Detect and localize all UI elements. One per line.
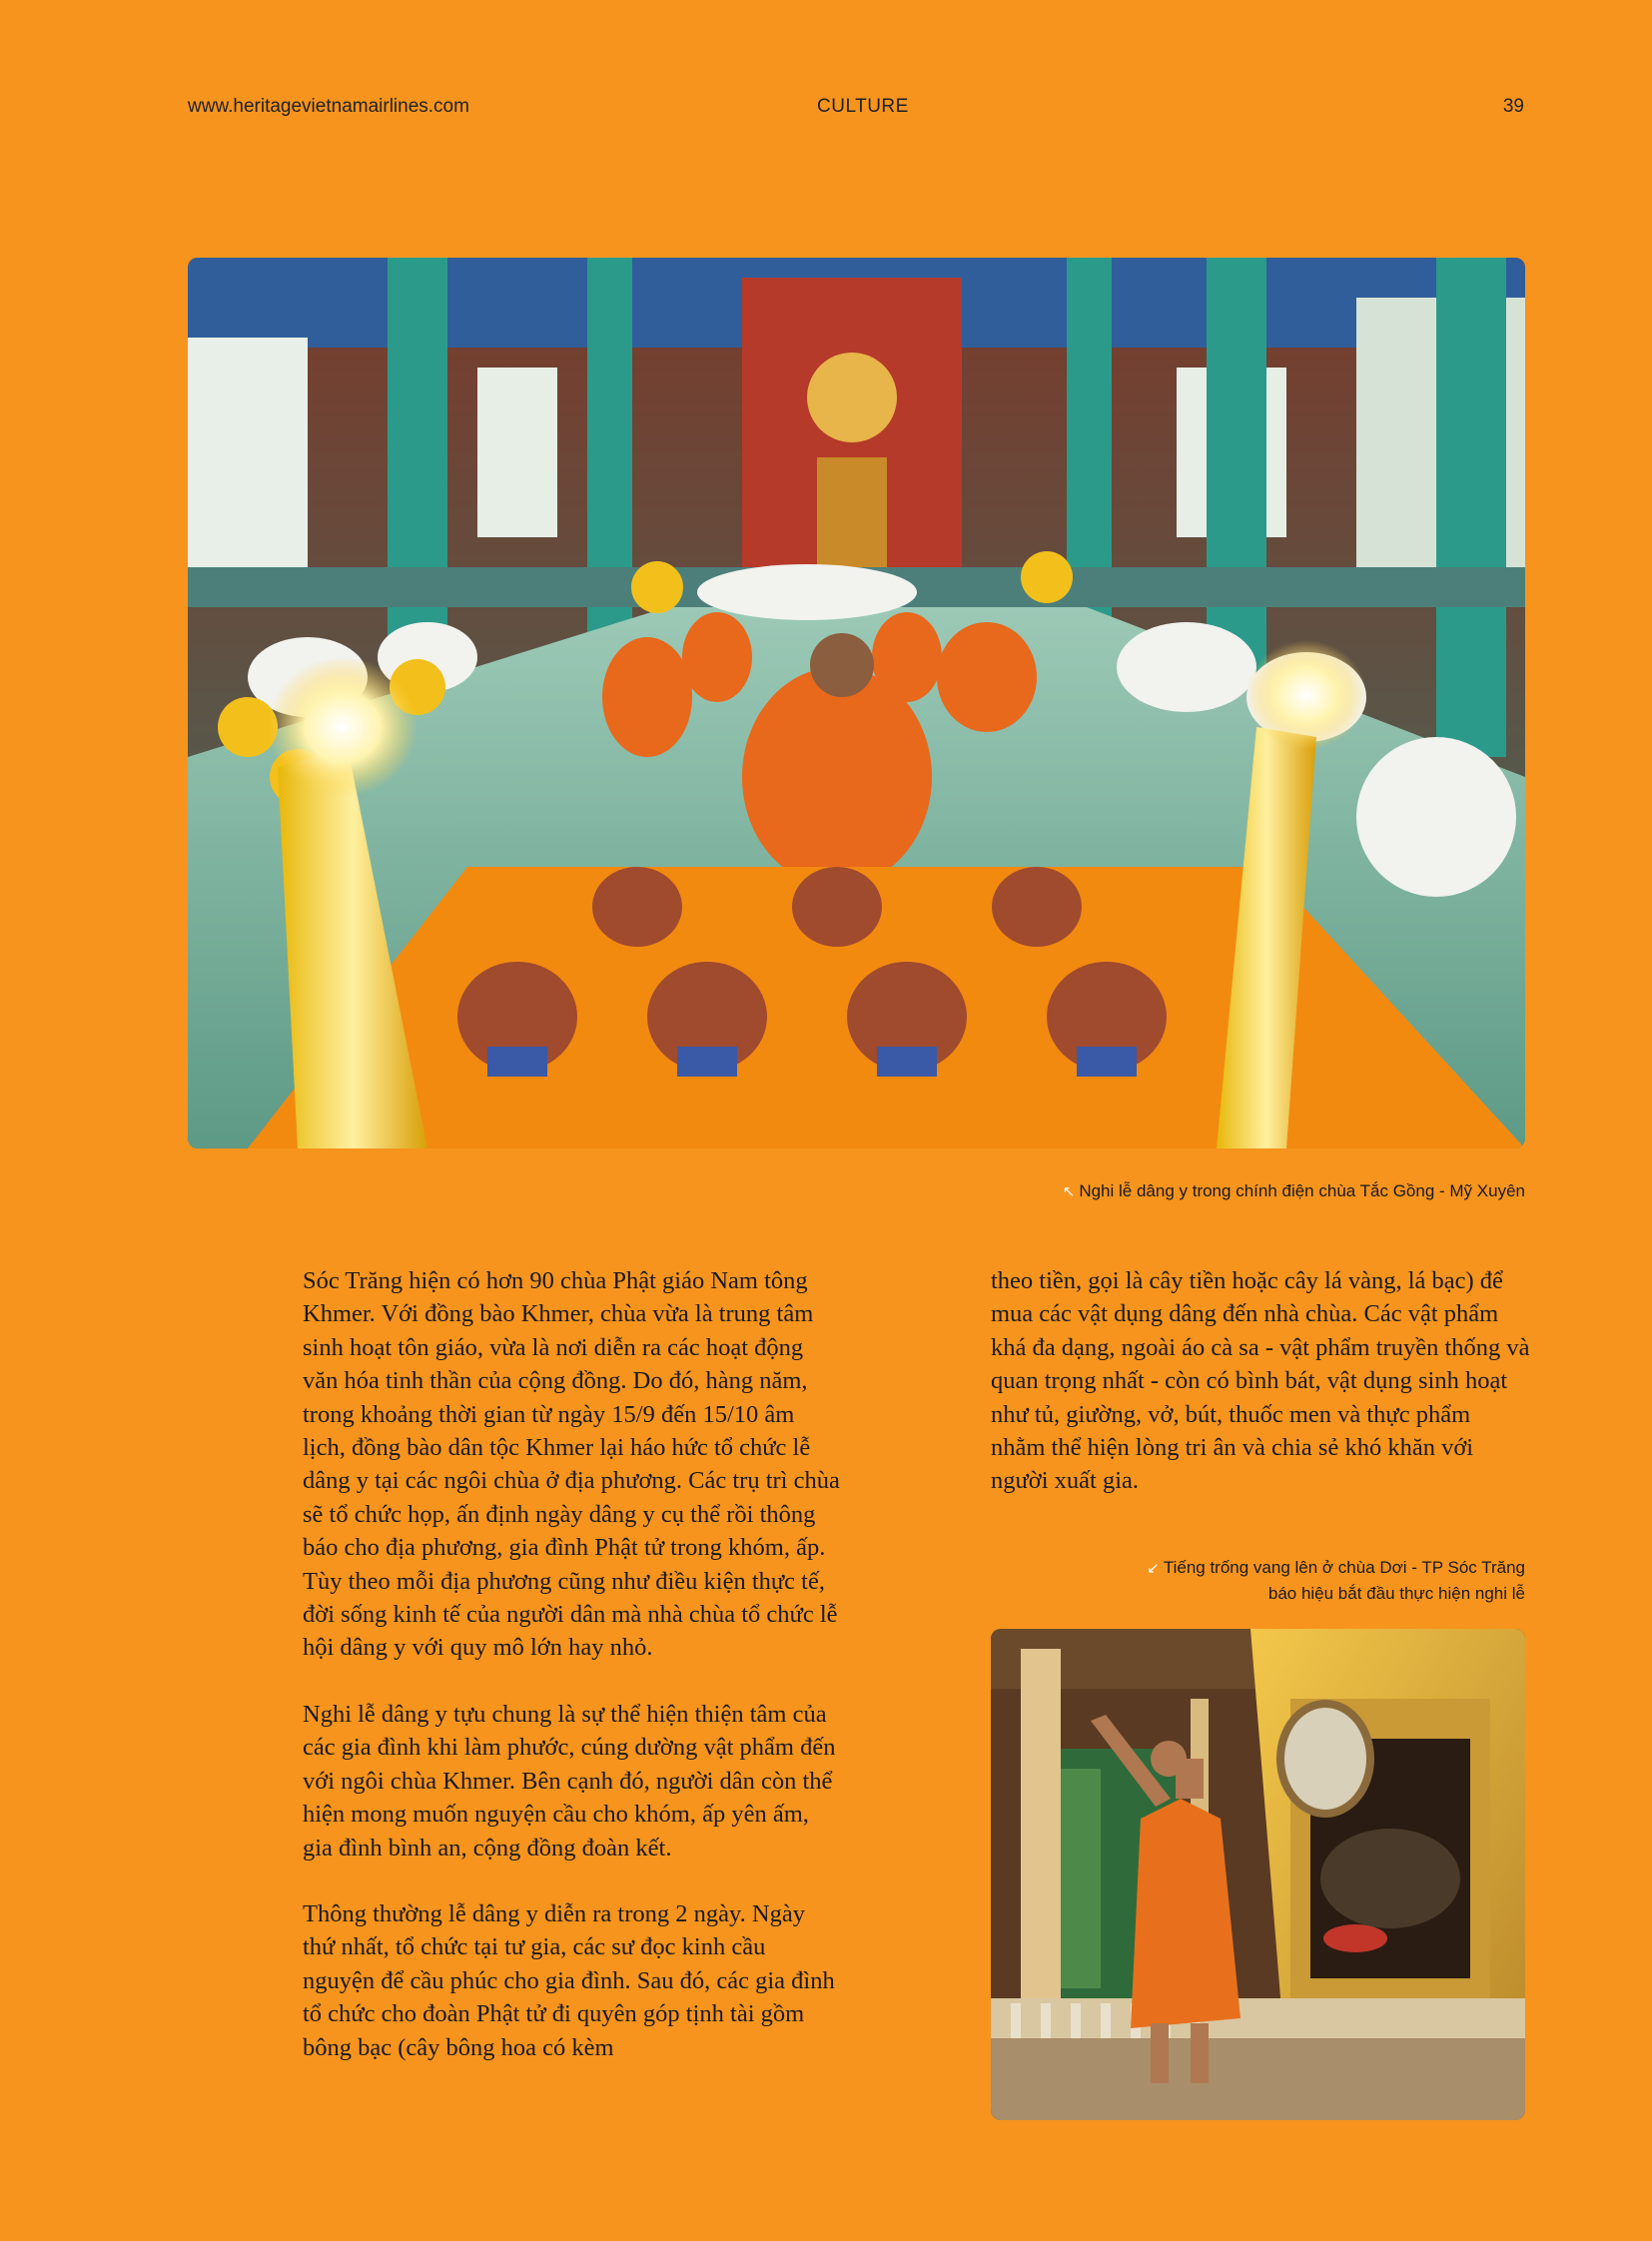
drum-caption-line1: Tiếng trống vang lên ở chùa Dơi - TP Sóc Trăng: [1163, 1558, 1525, 1577]
drum-photo-monk: [991, 1629, 1525, 2120]
drum-caption-line2: báo hiệu bắt đầu thực hiện nghi lễ: [1267, 1584, 1525, 1603]
main-photo-monks-ceremony: [188, 258, 1525, 1148]
caption-arrow-icon: ↖: [1062, 1183, 1076, 1200]
article-column-left: [303, 1264, 842, 2097]
paragraph: Nghi lễ dâng y tựu chung là sự thể hiện thiện tâm của các gia đình khi làm phước, cúng dường vật phẩm đến với ngôi chùa Khmer. Bên cạnh đó, người dân còn thể hiện mong muốn nguyện cầu cho khóm, ấp yên ấm, gia đình bình an, cộng đồng đoàn kết.: [303, 1700, 836, 1862]
section-label: CULTURE: [817, 96, 909, 117]
caption-arrow-icon: ↙: [1147, 1560, 1160, 1577]
page-number: 39: [1502, 96, 1524, 117]
drum-photo-caption: [1147, 1555, 1525, 1606]
paragraph: Sóc Trăng hiện có hơn 90 chùa Phật giáo Nam tông Khmer. Với đồng bào Khmer, chùa vừa là trung tâm sinh hoạt tôn giáo, vừa là nơi diễn ra các hoạt động văn hóa tinh thần của cộng đồng. Do đó, hàng năm, trong khoảng thời gian từ ngày 15/9 đến 15/10 âm lịch, đồng bào dân tộc Khmer lại háo hức tổ chức lễ dâng y tại các ngôi chùa ở địa phương. Các trụ trì chùa sẽ tổ chức họp, ấn định ngày dâng y cụ thể rồi thông báo cho địa phương, gia đình Phật tử trong khóm, ấp. Tùy theo mỗi địa phương cũng như điều kiện thực tế, đời sống kinh tế của người dân mà nhà chùa tổ chức lễ hội dâng y với quy mô lớn hay nhỏ.: [303, 1267, 840, 1662]
article-column-right: [991, 1264, 1530, 1531]
site-url[interactable]: www.heritagevietnamairlines.com: [188, 96, 469, 117]
page-header: [188, 96, 1524, 126]
paragraph: Thông thường lễ dâng y diễn ra trong 2 ngày. Ngày thứ nhất, tổ chức tại tư gia, các sư đọc kinh cầu nguyện để cầu phúc cho gia đình. Sau đó, các gia đình tổ chức cho đoàn Phật tử đi quyên góp tịnh tài gồm bông bạc (cây bông hoa có kèm: [303, 1899, 835, 2061]
main-photo-caption: [1063, 1178, 1525, 1204]
paragraph: theo tiền, gọi là cây tiền hoặc cây lá vàng, lá bạc) để mua các vật dụng dâng đến nhà chùa. Các vật phẩm khá đa dạng, ngoài áo cà sa - vật phẩm truyền thống và quan trọng nhất - còn có bình bát, vật dụng sinh hoạt như tủ, giường, vở, bút, thuốc men và thực phẩm nhằm thể hiện lòng tri ân và chia sẻ khó khăn với người xuất gia.: [991, 1267, 1530, 1495]
main-caption-text: Nghi lễ dâng y trong chính điện chùa Tắc Gồng - Mỹ Xuyên: [1079, 1181, 1525, 1200]
